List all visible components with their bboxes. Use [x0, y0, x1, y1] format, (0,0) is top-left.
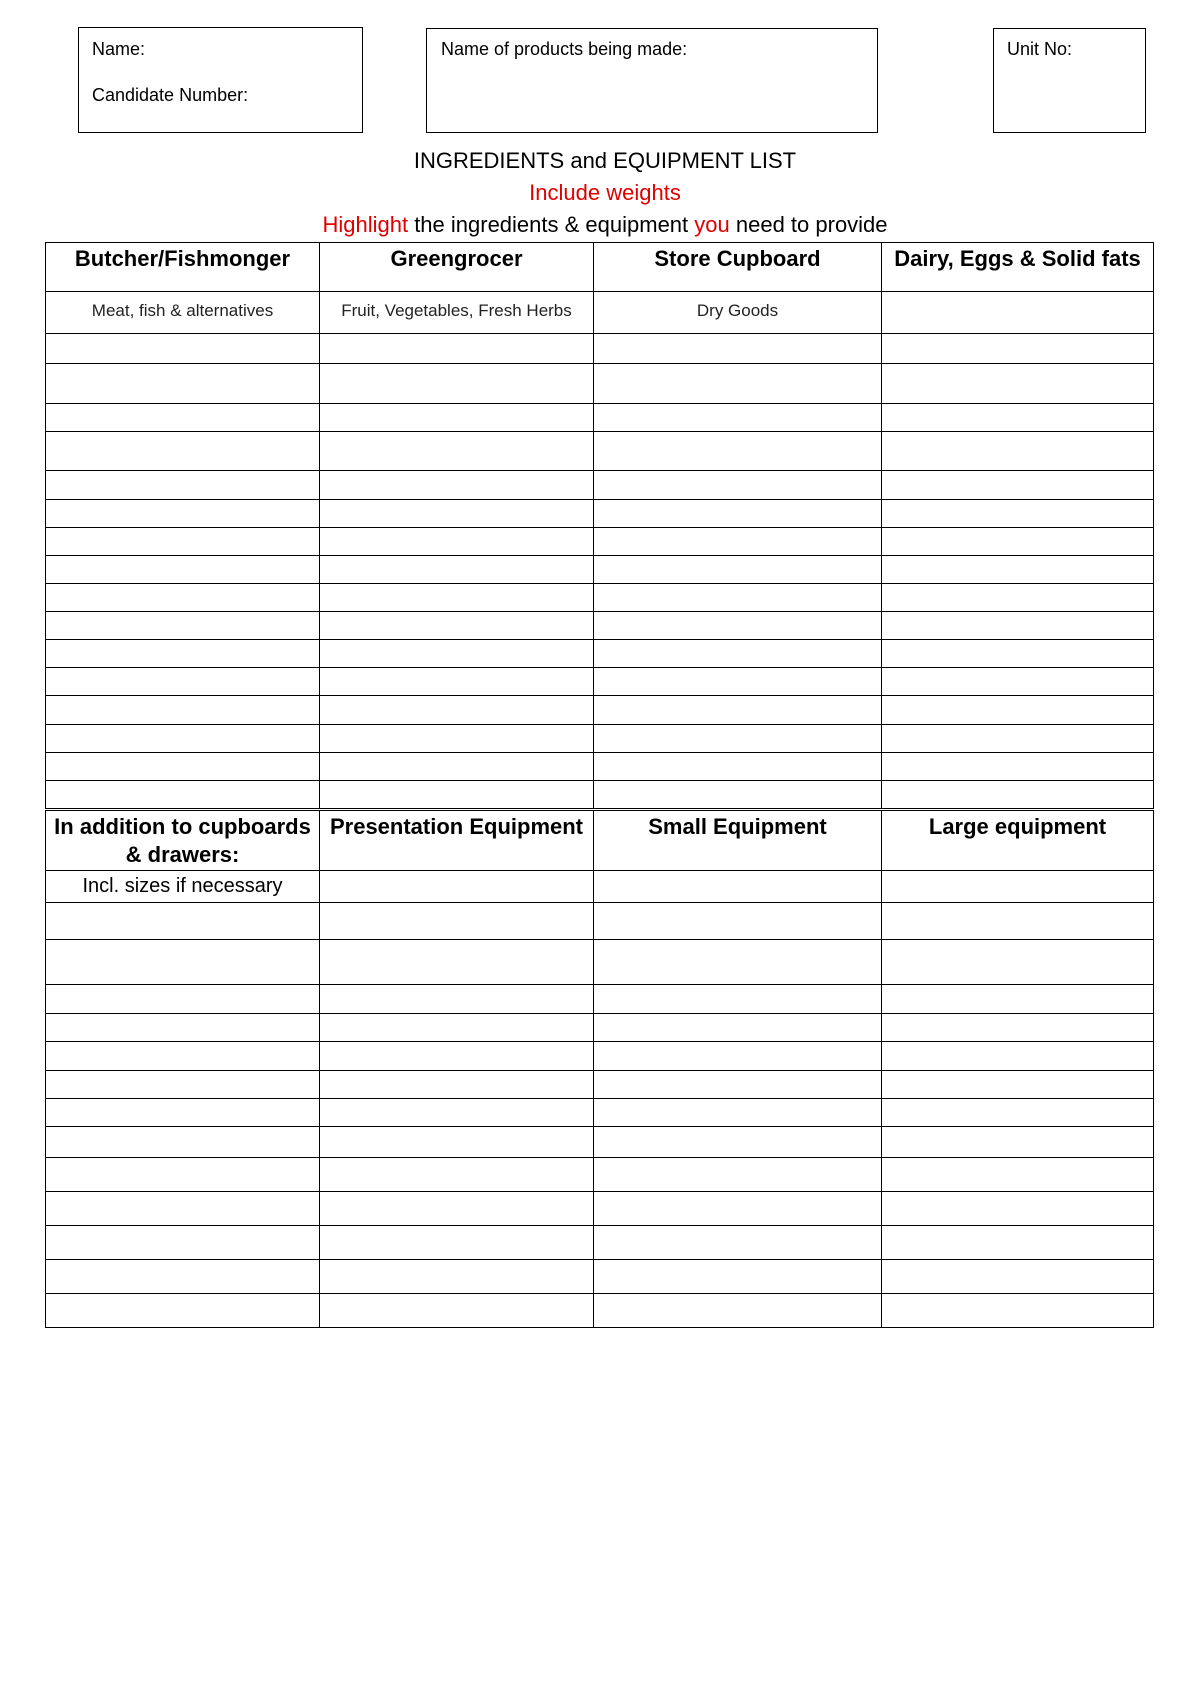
entry-cell[interactable]	[320, 696, 594, 725]
entry-cell[interactable]	[46, 556, 320, 584]
subtitle-meat-fish: Meat, fish & alternatives	[46, 292, 320, 334]
col-store-cupboard: Store Cupboard	[594, 243, 882, 292]
weights-instruction: Include weights	[529, 180, 681, 205]
entry-cell[interactable]	[46, 1071, 320, 1099]
entry-cell[interactable]	[882, 668, 1154, 696]
entry-cell[interactable]	[320, 471, 594, 500]
products-label: Name of products being made:	[441, 39, 688, 59]
entry-cell[interactable]	[594, 781, 882, 809]
entry-cell[interactable]	[594, 1226, 882, 1260]
subtitle-large	[882, 871, 1154, 903]
subtitle-dairy	[882, 292, 1154, 334]
entry-cell[interactable]	[46, 528, 320, 556]
entry-cell[interactable]	[594, 753, 882, 781]
col-small-equipment: Small Equipment	[594, 811, 882, 871]
entry-cell[interactable]	[320, 364, 594, 404]
entry-cell[interactable]	[594, 1260, 882, 1294]
entry-cell[interactable]	[594, 725, 882, 753]
entry-cell[interactable]	[320, 1192, 594, 1226]
entry-cell[interactable]	[46, 334, 320, 364]
entry-cell[interactable]	[46, 725, 320, 753]
col-cupboards-drawers: In addition to cupboards & drawers:	[46, 811, 320, 871]
entry-cell[interactable]	[882, 500, 1154, 528]
highlight-end: need to provide	[729, 212, 888, 237]
entry-cell[interactable]	[320, 432, 594, 471]
entry-cell[interactable]	[594, 334, 882, 364]
entry-cell[interactable]	[320, 1099, 594, 1127]
entry-cell[interactable]	[320, 640, 594, 668]
entry-cell[interactable]	[594, 1042, 882, 1071]
entry-cell[interactable]	[882, 1042, 1154, 1071]
entry-cell[interactable]	[594, 696, 882, 725]
entry-cell[interactable]	[882, 334, 1154, 364]
entry-cell[interactable]	[882, 584, 1154, 612]
entry-cell[interactable]	[46, 1260, 320, 1294]
table-row	[46, 1294, 1154, 1328]
entry-cell[interactable]	[46, 753, 320, 781]
entry-cell[interactable]	[46, 1294, 320, 1328]
table-row	[46, 471, 1154, 500]
subtitle-fruit-veg: Fruit, Vegetables, Fresh Herbs	[320, 292, 594, 334]
entry-cell[interactable]	[320, 1014, 594, 1042]
entry-cell[interactable]	[594, 432, 882, 471]
entry-cell[interactable]	[594, 1158, 882, 1192]
ingredients-body	[46, 334, 1154, 809]
ingredients-subtitle-row	[46, 292, 1154, 334]
entry-cell[interactable]	[882, 640, 1154, 668]
entry-cell[interactable]	[320, 500, 594, 528]
table-row	[46, 640, 1154, 668]
subtitle-sizes: Incl. sizes if necessary	[46, 871, 320, 903]
entry-cell[interactable]	[46, 903, 320, 940]
col-dairy-eggs-solid-fats: Dairy, Eggs & Solid fats	[882, 243, 1154, 292]
highlight-mid: the ingredients & equipment	[408, 212, 695, 237]
name-label: Name:	[92, 39, 146, 59]
entry-cell[interactable]	[46, 404, 320, 432]
table-row	[46, 985, 1154, 1014]
entry-cell[interactable]	[594, 1192, 882, 1226]
subtitle-dry-goods: Dry Goods	[594, 292, 882, 334]
entry-cell[interactable]	[882, 1071, 1154, 1099]
col-butcher-fishmonger: Butcher/Fishmonger	[46, 243, 320, 292]
entry-cell[interactable]	[320, 1127, 594, 1158]
table-row	[46, 404, 1154, 432]
entry-cell[interactable]	[594, 940, 882, 985]
entry-cell[interactable]	[594, 1071, 882, 1099]
table-row	[46, 584, 1154, 612]
products-box[interactable]	[426, 28, 878, 133]
table-row	[46, 1192, 1154, 1226]
entry-cell[interactable]	[46, 471, 320, 500]
table-row	[46, 668, 1154, 696]
entry-cell[interactable]	[46, 985, 320, 1014]
equipment-body	[46, 903, 1154, 1328]
entry-cell[interactable]	[594, 528, 882, 556]
entry-cell[interactable]	[320, 1042, 594, 1071]
entry-cell[interactable]	[594, 1014, 882, 1042]
table-row	[46, 696, 1154, 725]
entry-cell[interactable]	[320, 1158, 594, 1192]
table-row	[46, 528, 1154, 556]
entry-cell[interactable]	[320, 668, 594, 696]
entry-cell[interactable]	[594, 1127, 882, 1158]
entry-cell[interactable]	[594, 584, 882, 612]
entry-cell[interactable]	[882, 940, 1154, 985]
ingredients-header-row	[46, 243, 1154, 292]
table-row	[46, 556, 1154, 584]
entry-cell[interactable]	[594, 1294, 882, 1328]
entry-cell[interactable]	[46, 432, 320, 471]
entry-cell[interactable]	[320, 940, 594, 985]
entry-cell[interactable]	[320, 725, 594, 753]
entry-cell[interactable]	[46, 1127, 320, 1158]
entry-cell[interactable]	[594, 640, 882, 668]
entry-cell[interactable]	[320, 612, 594, 640]
entry-cell[interactable]	[46, 668, 320, 696]
entry-cell[interactable]	[320, 556, 594, 584]
entry-cell[interactable]	[882, 404, 1154, 432]
entry-cell[interactable]	[882, 612, 1154, 640]
table-row	[46, 940, 1154, 985]
ingredients-table	[45, 242, 1154, 809]
entry-cell[interactable]	[320, 334, 594, 364]
entry-cell[interactable]	[882, 781, 1154, 809]
entry-cell[interactable]	[882, 1099, 1154, 1127]
entry-cell[interactable]	[882, 696, 1154, 725]
entry-cell[interactable]	[882, 528, 1154, 556]
entry-cell[interactable]	[320, 528, 594, 556]
entry-cell[interactable]	[882, 985, 1154, 1014]
entry-cell[interactable]	[320, 753, 594, 781]
entry-cell[interactable]	[320, 781, 594, 809]
entry-cell[interactable]	[882, 1226, 1154, 1260]
table-row	[46, 725, 1154, 753]
entry-cell[interactable]	[594, 500, 882, 528]
entry-cell[interactable]	[882, 556, 1154, 584]
subtitle-presentation	[320, 871, 594, 903]
entry-cell[interactable]	[320, 584, 594, 612]
highlight-you: you	[694, 212, 730, 237]
entry-cell[interactable]	[594, 668, 882, 696]
entry-cell[interactable]	[320, 404, 594, 432]
entry-cell[interactable]	[320, 1226, 594, 1260]
entry-cell[interactable]	[46, 364, 320, 404]
entry-cell[interactable]	[46, 696, 320, 725]
col-large-equipment: Large equipment	[882, 811, 1154, 871]
table-row	[46, 500, 1154, 528]
entry-cell[interactable]	[882, 1192, 1154, 1226]
entry-cell[interactable]	[594, 903, 882, 940]
entry-cell[interactable]	[882, 1014, 1154, 1042]
equipment-subtitle-row	[46, 871, 1154, 903]
table-row	[46, 781, 1154, 809]
entry-cell[interactable]	[882, 903, 1154, 940]
entry-cell[interactable]	[594, 364, 882, 404]
name-box[interactable]	[78, 27, 363, 133]
col-presentation-equipment: Presentation Equipment	[320, 811, 594, 871]
entry-cell[interactable]	[320, 1260, 594, 1294]
candidate-number-label: Candidate Number:	[92, 85, 249, 105]
entry-cell[interactable]	[594, 404, 882, 432]
table-row	[46, 612, 1154, 640]
table-row	[46, 1260, 1154, 1294]
entry-cell[interactable]	[882, 471, 1154, 500]
highlight-word: Highlight	[322, 212, 409, 237]
entry-cell[interactable]	[594, 985, 882, 1014]
entry-cell[interactable]	[882, 1260, 1154, 1294]
table-row	[46, 334, 1154, 364]
table-row	[46, 1014, 1154, 1042]
table-row	[46, 753, 1154, 781]
page-title: INGREDIENTS and EQUIPMENT LIST	[413, 148, 797, 173]
entry-cell[interactable]	[46, 612, 320, 640]
unit-label: Unit No:	[1007, 39, 1073, 59]
equipment-header-row	[46, 811, 1154, 871]
entry-cell[interactable]	[46, 640, 320, 668]
entry-cell[interactable]	[46, 781, 320, 809]
entry-cell[interactable]	[594, 556, 882, 584]
entry-cell[interactable]	[882, 1294, 1154, 1328]
entry-cell[interactable]	[46, 1099, 320, 1127]
table-row	[46, 432, 1154, 471]
entry-cell[interactable]	[46, 1192, 320, 1226]
entry-cell[interactable]	[594, 471, 882, 500]
entry-cell[interactable]	[594, 1099, 882, 1127]
entry-cell[interactable]	[320, 1294, 594, 1328]
table-row	[46, 1158, 1154, 1192]
entry-cell[interactable]	[594, 612, 882, 640]
entry-cell[interactable]	[46, 1158, 320, 1192]
entry-cell[interactable]	[882, 753, 1154, 781]
entry-cell[interactable]	[320, 903, 594, 940]
table-row	[46, 1127, 1154, 1158]
table-row	[46, 1071, 1154, 1099]
table-row	[46, 1226, 1154, 1260]
entry-cell[interactable]	[46, 500, 320, 528]
entry-cell[interactable]	[320, 985, 594, 1014]
highlight-instruction	[0, 210, 1200, 240]
table-row	[46, 364, 1154, 404]
equipment-table	[45, 810, 1154, 1328]
table-row	[46, 1099, 1154, 1127]
table-row	[46, 1042, 1154, 1071]
subtitle-small	[594, 871, 882, 903]
entry-cell[interactable]	[46, 1042, 320, 1071]
entry-cell[interactable]	[46, 1226, 320, 1260]
entry-cell[interactable]	[46, 1014, 320, 1042]
col-greengrocer: Greengrocer	[320, 243, 594, 292]
entry-cell[interactable]	[46, 584, 320, 612]
entry-cell[interactable]	[882, 364, 1154, 404]
entry-cell[interactable]	[46, 940, 320, 985]
entry-cell[interactable]	[320, 1071, 594, 1099]
entry-cell[interactable]	[882, 1158, 1154, 1192]
unit-box[interactable]	[993, 28, 1146, 133]
entry-cell[interactable]	[882, 432, 1154, 471]
table-row	[46, 903, 1154, 940]
entry-cell[interactable]	[882, 1127, 1154, 1158]
entry-cell[interactable]	[882, 725, 1154, 753]
